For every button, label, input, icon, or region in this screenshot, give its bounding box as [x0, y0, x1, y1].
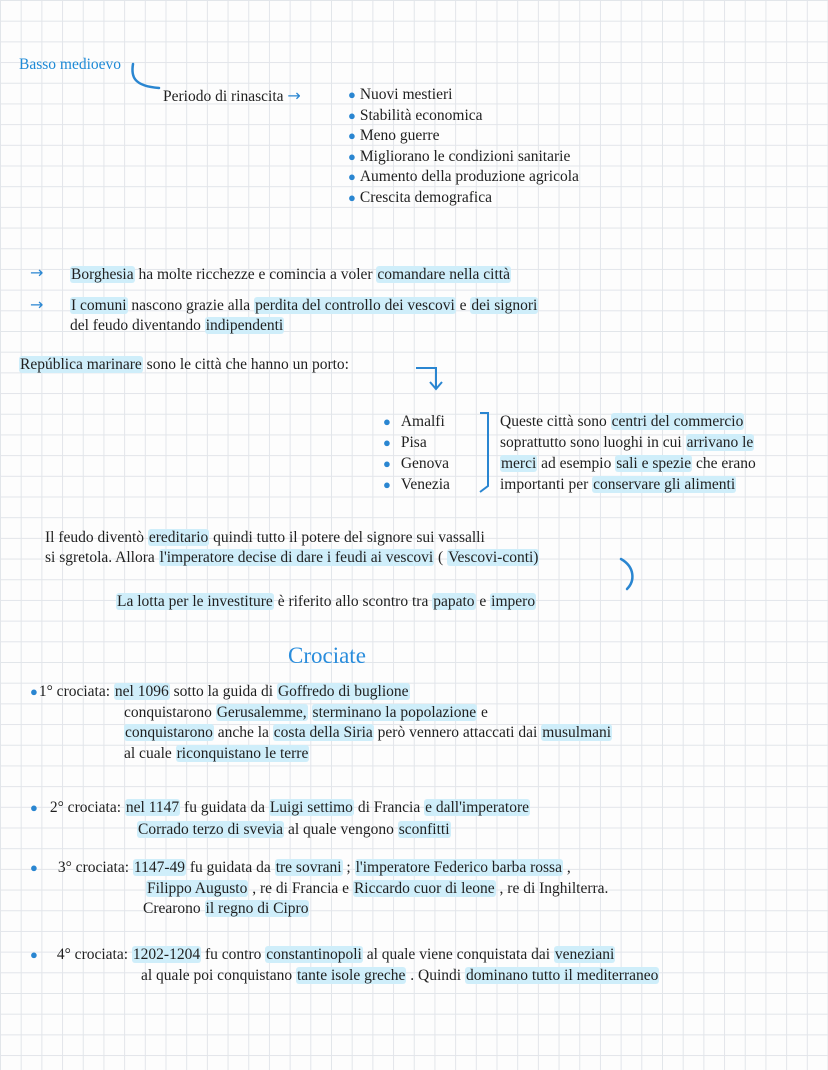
- arrow-right-icon: →: [30, 295, 44, 314]
- arrow-right-icon: →: [287, 86, 301, 105]
- list-item: ● Pisa: [383, 434, 427, 451]
- bullet-icon: ●: [348, 148, 356, 164]
- list-item: ● Genova: [383, 455, 450, 472]
- bullet-icon: ●: [30, 800, 38, 815]
- arrow-right-icon: →: [30, 263, 44, 282]
- rinascita-label: Periodo di rinascita →: [163, 86, 301, 105]
- crociata-3-line-3: Crearono il regno di Cipro: [143, 900, 309, 917]
- lotta-line: La lotta per le investiture è riferito allo scontro tra papato e impero: [117, 593, 536, 610]
- bullet-icon: ●: [348, 189, 356, 205]
- repubbliche-line: República marinare sono le città che hanno un porto:: [20, 356, 349, 373]
- bullet-icon: ●: [348, 169, 356, 185]
- bullet-icon: ●: [348, 107, 356, 123]
- borghesia-line: Borghesia ha molte ricchezze e comincia a voler comandare nella città: [71, 266, 510, 283]
- curve-arrow-icon: [615, 555, 640, 595]
- list-item: ● Aumento della produzione agricola: [348, 168, 579, 186]
- crociata-4-line-2: al quale poi conquistano tante isole greche . Quindi dominano tutto il mediterraneo: [141, 967, 659, 984]
- list-item: ● Amalfi: [383, 413, 445, 430]
- bullet-icon: ●: [383, 477, 391, 492]
- crociata-3-line-2: Filippo Augusto , re di Francia e Riccardo cuor di leone , re di Inghilterra.: [147, 880, 609, 897]
- bullet-icon: ●: [383, 414, 391, 429]
- bullet-icon: ●: [30, 860, 38, 875]
- rinascita-list: [348, 85, 579, 209]
- crociata-1-line-2: conquistarono Gerusalemme, sterminano la popolazione e: [124, 704, 488, 721]
- bullet-icon: ●: [348, 87, 356, 102]
- bullet-icon: ●: [30, 947, 38, 962]
- crociata-1-line-1: ●1° crociata: nel 1096 sotto la guida di Goffredo di buglione: [30, 683, 409, 700]
- crociata-1-line-4: al cuale riconquistano le terre: [124, 745, 309, 762]
- cities-list: [383, 411, 450, 495]
- list-item: ● Venezia: [383, 476, 450, 493]
- crociata-2-line-2: Corrado terzo di svevia al quale vengono sconfitti: [138, 821, 450, 838]
- comuni-line-1: I comuni nascono grazie alla perdita del controllo dei vescovi e dei signori: [71, 297, 538, 314]
- feudo-line-1: Il feudo diventò ereditario quindi tutto il potere del signore sui vassalli: [45, 529, 485, 546]
- bullet-icon: ●: [348, 128, 356, 144]
- list-item: ● Meno guerre: [348, 127, 440, 145]
- bracket-arrow-icon: [125, 62, 165, 92]
- crociata-3-line-1: ● 3° crociata: 1147-49 fu guidata da tre sovrani ; l'imperatore Federico barba rossa ,: [30, 859, 571, 876]
- list-item: ● Migliorano le condizioni sanitarie: [348, 147, 571, 165]
- crociata-4-line-1: ● 4° crociata: 1202-1204 fu contro constantinopoli al quale viene conquistata dai veneziani: [30, 946, 615, 963]
- cities-description: Queste città sono centri del commercio soprattutto sono luoghi in cui arrivano le merci ad esempio sali e spezie che erano importanti per conservare gli alimenti: [500, 413, 756, 493]
- crociata-1-line-3: conquistarono anche la costa della Siria però vennero attaccati dai musulmani: [125, 724, 612, 741]
- arrow-down-icon: [414, 364, 444, 394]
- crociata-2-line-1: ● 2° crociata: nel 1147 fu guidata da Luigi settimo di Francia e dall'imperatore: [30, 799, 530, 816]
- comuni-line-2: del feudo diventando indipendenti: [70, 317, 284, 334]
- bullet-icon: ●: [30, 684, 38, 699]
- brace-icon: [476, 410, 496, 495]
- list-item: ● Nuovi mestieri: [348, 86, 453, 103]
- list-item: ● Stabilità economica: [348, 106, 483, 124]
- section-heading: Basso medioevo: [19, 56, 122, 73]
- crociate-title: Crociate: [288, 643, 366, 668]
- feudo-line-2: si sgretola. Allora l'imperatore decise di dare i feudi ai vescovi ( Vescovi-conti): [45, 549, 539, 566]
- bullet-icon: ●: [383, 435, 391, 450]
- bullet-icon: ●: [383, 456, 391, 471]
- list-item: ● Crescita demografica: [348, 188, 492, 206]
